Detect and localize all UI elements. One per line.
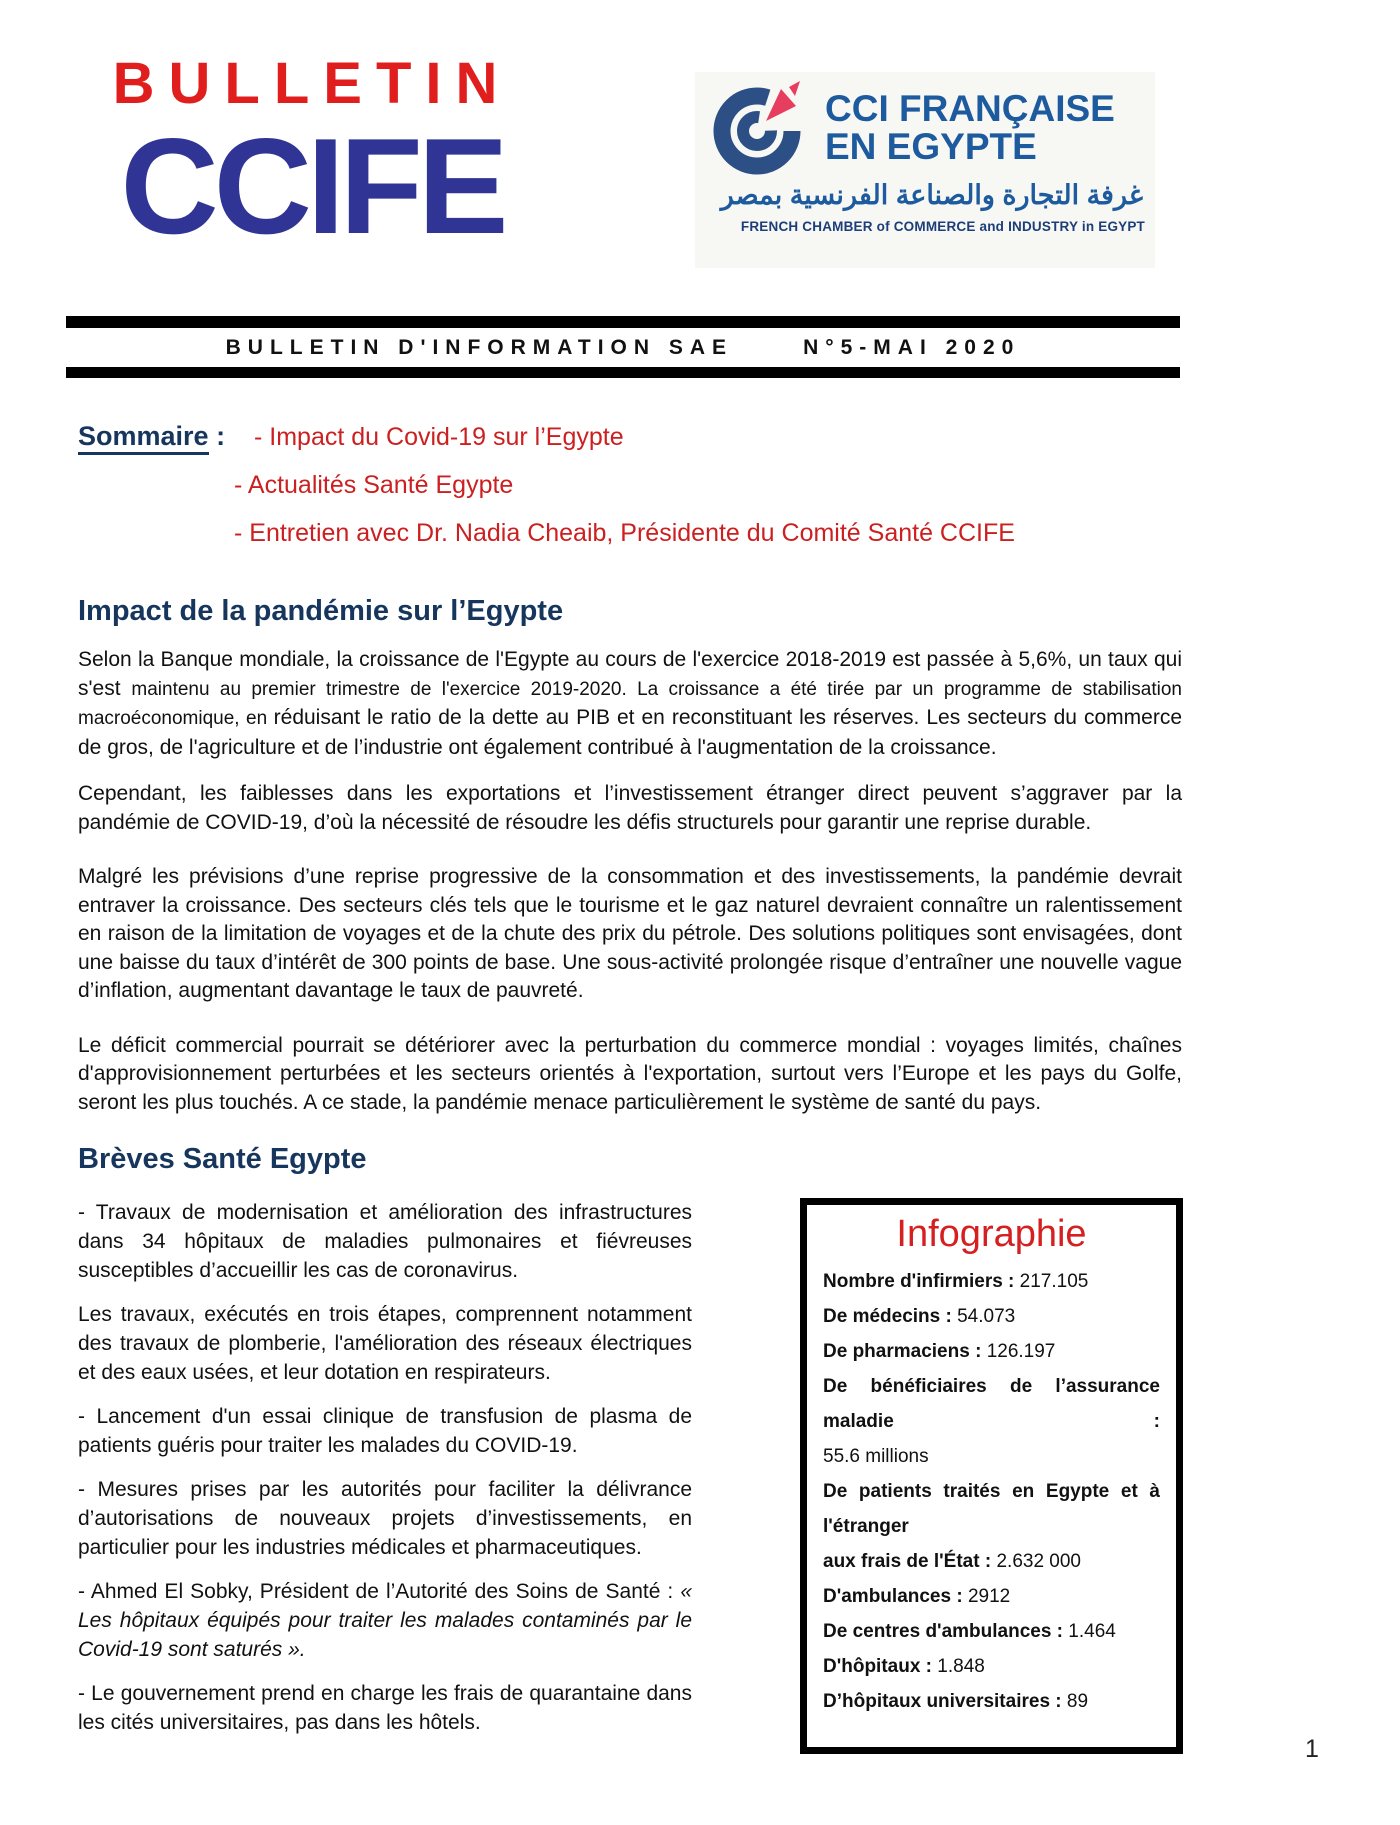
breves-paragraph-5 bbox=[78, 1577, 692, 1664]
infographie-value-insured: 55.6 millions bbox=[823, 1446, 929, 1467]
chamber-english-line: FRENCH CHAMBER of COMMERCE and INDUSTRY in EGYPT bbox=[740, 219, 1145, 234]
breves-paragraph-5-intro: - Ahmed El Sobky, Président de l’Autorité des Soins de Santé : bbox=[78, 1580, 681, 1603]
infographie-label-ambulances: D'ambulances : bbox=[823, 1586, 963, 1607]
chamber-logo-block bbox=[695, 72, 1155, 268]
breves-paragraph-4: - Mesures prises par les autorités pour faciliter la délivrance d’autorisations de nouveaux projets d’investissements, en particulier pour les industries médicales et pharmaceutiques. bbox=[78, 1478, 692, 1559]
infographie-label-doctors: De médecins : bbox=[823, 1306, 952, 1327]
issue-banner bbox=[66, 316, 1180, 378]
issue-line-right: N°5-MAI 2020 bbox=[803, 336, 1021, 359]
sommaire-section bbox=[78, 412, 1182, 557]
infographie-row-ambulances bbox=[823, 1579, 1160, 1614]
chamber-arabic-line: غرفة التجارة والصناعة الفرنسية بمصر bbox=[720, 180, 1143, 210]
sommaire-colon: : bbox=[208, 421, 226, 451]
sommaire-label: Sommaire bbox=[78, 421, 209, 455]
infographie-label-hospitals: D'hôpitaux : bbox=[823, 1656, 933, 1677]
impact-paragraph-1 bbox=[78, 646, 1182, 762]
impact-section-title: Impact de la pandémie sur l’Egypte bbox=[78, 595, 564, 627]
breves-paragraph-3: - Lancement d'un essai clinique de transfusion de plasma de patients guéris pour traiter les malades du COVID-19. bbox=[78, 1405, 692, 1457]
breves-paragraph-5-quote: « Les hôpitaux équipés pour traiter les malades contaminés par le Covid-19 sont saturés ». bbox=[78, 1580, 692, 1661]
infographie-value-hospitals: 1.848 bbox=[937, 1656, 985, 1677]
top-rule bbox=[66, 316, 1180, 328]
infographie-label-pharmacists: De pharmaciens : bbox=[823, 1341, 982, 1362]
impact-paragraph-3: Malgré les prévisions d’une reprise progressive de la consommation et des investissements, la pandémie devrait entraver la croissance. Des secteurs clés tels que le tourisme et le gaz naturel devraient connaître un ralentissement en raison de la limitation de voyages et de la chute des prix du pétrole. Des solutions politiques sont envisagées, dont une baisse du taux d’intérêt de 300 points de base. Une sous-activité prolongée risque d’entraîner une nouvelle vague d’inflation, augmentant davantage le taux de pauvreté. bbox=[78, 865, 1182, 1002]
infographie-box bbox=[800, 1198, 1183, 1754]
infographie-row-university-hospitals bbox=[823, 1684, 1160, 1719]
infographie-value-ambulance-centers: 1.464 bbox=[1068, 1621, 1116, 1642]
infographie-value-pharmacists: 126.197 bbox=[986, 1341, 1056, 1362]
page-number: 1 bbox=[1305, 1735, 1319, 1763]
infographie-value-ambulances: 2912 bbox=[967, 1586, 1011, 1607]
infographie-label2-patients: aux frais de l'État : bbox=[823, 1551, 992, 1572]
brand-block bbox=[92, 51, 532, 262]
sommaire-item-2: - Actualités Santé Egypte bbox=[234, 471, 514, 499]
infographie-value-university-hospitals: 89 bbox=[1066, 1691, 1089, 1712]
breves-section-title: Brèves Santé Egypte bbox=[78, 1143, 367, 1175]
breves-paragraph-6: - Le gouvernement prend en charge les frais de quarantaine dans les cités universitaires, pas dans les hôtels. bbox=[78, 1682, 692, 1734]
impact-paragraph-2: Cependant, les faiblesses dans les exportations et l’investissement étranger direct peuvent s’aggraver par la pandémie de COVID-19, d’où la nécessité de résoudre les défis structurels pour garantir une reprise durable. bbox=[78, 782, 1182, 834]
infographie-label-insured: De bénéficiaires de l’assurance maladie : bbox=[823, 1376, 1160, 1432]
chamber-name bbox=[825, 90, 1115, 165]
chamber-name-line2: EN EGYPTE bbox=[825, 126, 1037, 167]
brand-bulletin-title: BULLETIN bbox=[112, 51, 512, 116]
infographie-column bbox=[800, 1198, 1183, 1754]
sommaire-item-3: - Entretien avec Dr. Nadia Cheaib, Présidente du Comité Santé CCIFE bbox=[234, 519, 1015, 547]
issue-line-left: BULLETIN D'INFORMATION SAE bbox=[225, 336, 734, 359]
breves-columns bbox=[78, 1198, 1182, 1754]
issue-line bbox=[66, 328, 1180, 367]
infographie-value-patients: 2.632 000 bbox=[996, 1551, 1081, 1572]
impact-paragraph-1c: réduisant le ratio de la dette au PIB et en reconstituant les réserves. Les secteurs du commerce de gros, de l'agriculture et de l’industrie ont également contribué à l'augmentation de la croissance. bbox=[78, 706, 1182, 759]
sommaire-item-1: - Impact du Covid-19 sur l’Egypte bbox=[254, 423, 624, 451]
infographie-label-patients: De patients traités en Egypte et à l'étranger bbox=[823, 1481, 1160, 1537]
impact-paragraph-4: Le déficit commercial pourrait se détériorer avec la perturbation du commerce mondial : voyages limités, chaînes d'approvisionnement perturbées et les secteurs orientés à l'exportation, surtout vers l’Europe et les pays du Golfe, seront les plus touchés. A ce stade, la pandémie menace particulièrement le système de santé du pays. bbox=[78, 1033, 1182, 1114]
cci-logo-icon bbox=[711, 78, 811, 178]
chamber-name-line1: CCI FRANÇAISE bbox=[825, 88, 1115, 130]
infographie-row-ambulance-centers bbox=[823, 1614, 1160, 1649]
infographie-label-nurses: Nombre d'infirmiers : bbox=[823, 1271, 1015, 1292]
infographie-value-doctors: 54.073 bbox=[957, 1306, 1016, 1327]
sommaire-row-3 bbox=[78, 509, 1182, 557]
infographie-row-hospitals bbox=[823, 1649, 1160, 1684]
page-content bbox=[78, 412, 1182, 1754]
infographie-value-nurses: 217.105 bbox=[1019, 1271, 1089, 1292]
bottom-rule bbox=[66, 367, 1180, 378]
infographie-row-nurses bbox=[823, 1264, 1160, 1299]
infographie-title: Infographie bbox=[896, 1213, 1087, 1255]
sommaire-row-2 bbox=[78, 461, 1182, 509]
infographie-row-pharmacists bbox=[823, 1334, 1160, 1369]
infographie-row-patients-label bbox=[823, 1474, 1160, 1544]
infographie-row-doctors bbox=[823, 1299, 1160, 1334]
breves-text-column bbox=[78, 1198, 692, 1754]
brand-ccife-title: CCIFE bbox=[120, 109, 504, 262]
infographie-row-insured-value bbox=[823, 1439, 1160, 1474]
infographie-row-insured-label bbox=[823, 1369, 1160, 1439]
chamber-logo-row bbox=[703, 78, 1147, 178]
sommaire-row-1 bbox=[78, 412, 1182, 461]
impact-paragraph-1a: Selon la Banque mondiale, la croissance de l'Egypte au cours de l'exercice 2018-2019 est passée à 5,6%, un taux qui s'est bbox=[78, 648, 1182, 700]
infographie-label-university-hospitals: D’hôpitaux universitaires : bbox=[823, 1691, 1062, 1712]
breves-paragraph-1: - Travaux de modernisation et amélioration des infrastructures dans 34 hôpitaux de maladies pulmonaires et fiévreuses susceptibles d’accueillir les cas de coronavirus. bbox=[78, 1201, 692, 1282]
impact-paragraph-1b: maintenu au premier trimestre de l'exercice 2019-2020. La croissance a été tirée par un programme de stabilisation macroéconomique, en bbox=[78, 678, 1183, 729]
breves-paragraph-2: Les travaux, exécutés en trois étapes, comprennent notamment des travaux de plomberie, l'amélioration des réseaux électriques et des eaux usées, et leur dotation en respirateurs. bbox=[78, 1303, 692, 1384]
infographie-label-ambulance-centers: De centres d'ambulances : bbox=[823, 1621, 1063, 1642]
infographie-row-patients-value bbox=[823, 1544, 1160, 1579]
